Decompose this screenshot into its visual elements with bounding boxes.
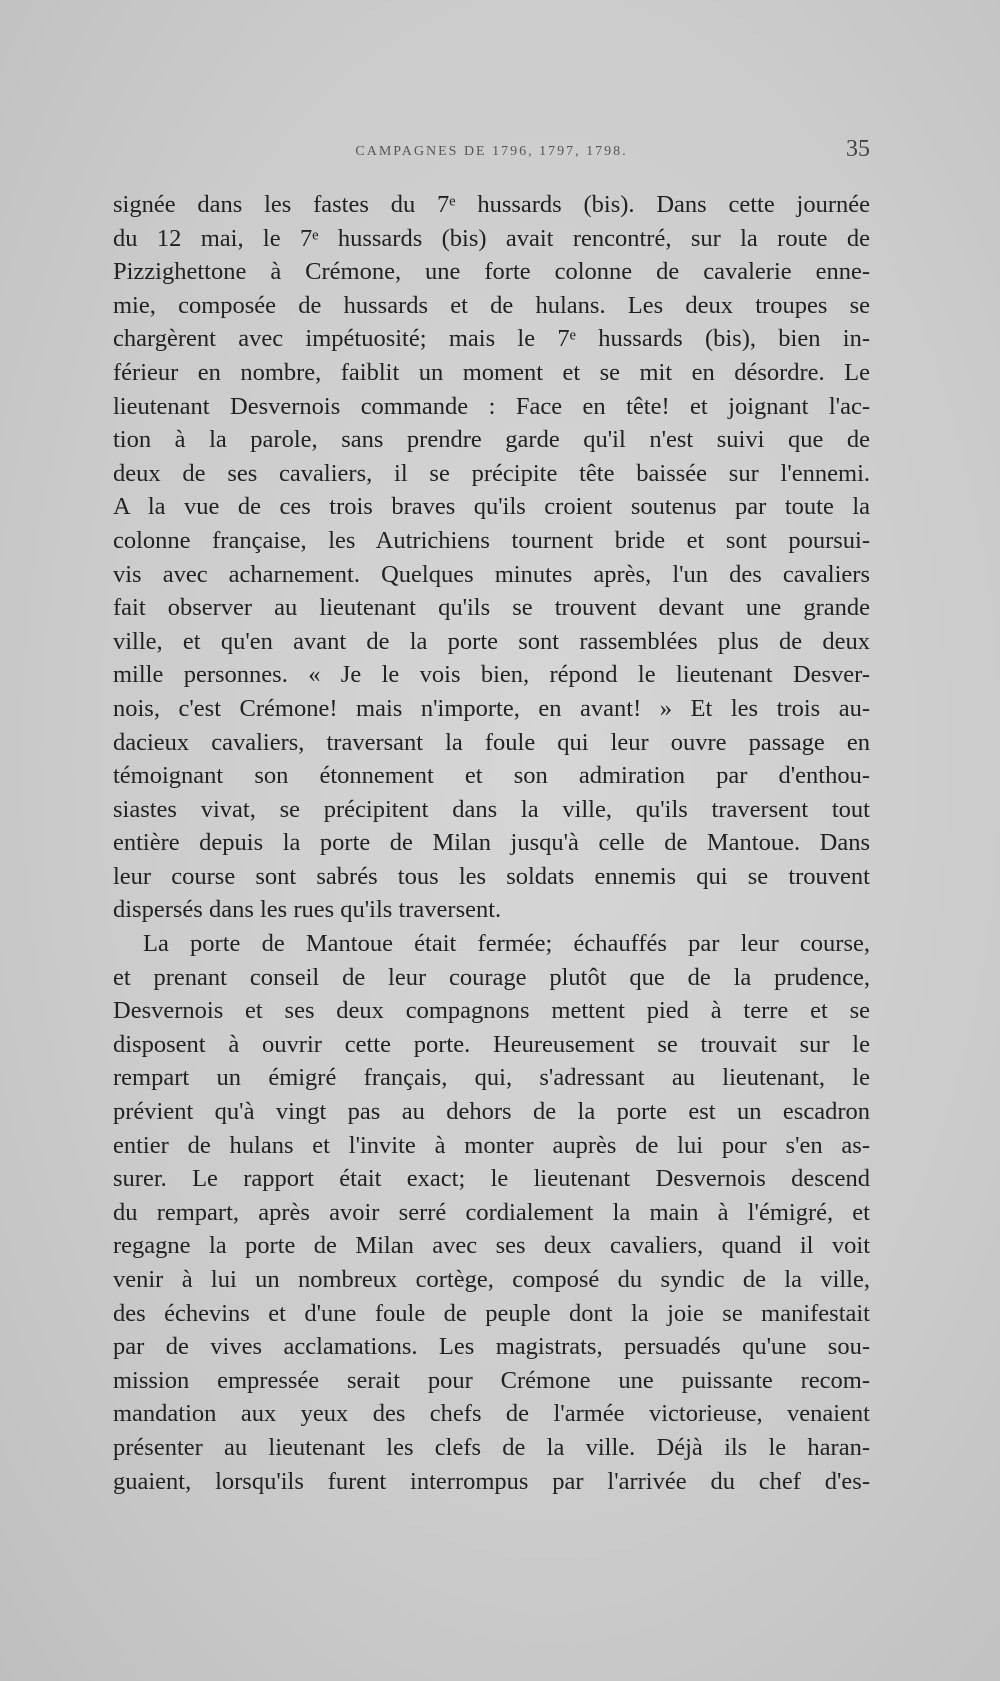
text-line: des échevins et d'une foule de peuple dont la joie se manifestait [113, 1299, 870, 1327]
text-line: dacieux cavaliers, traversant la foule qui leur ouvre passage en [113, 728, 870, 756]
text-line: entier de hulans et l'invite à monter auprès de lui pour s'en as- [113, 1131, 870, 1159]
text-line: présenter au lieutenant les clefs de la ville. Déjà ils le haran- [113, 1433, 870, 1461]
text-line: siastes vivat, se précipitent dans la ville, qu'ils traversent tout [113, 795, 870, 823]
text-line: férieur en nombre, faiblit un moment et se mit en désordre. Le [113, 358, 870, 386]
text-line: mandation aux yeux des chefs de l'armée victorieuse, venaient [113, 1400, 870, 1428]
text-line: mille personnes. « Je le vois bien, répond le lieutenant Desver- [113, 661, 870, 689]
text-line: par de vives acclamations. Les magistrats, persuadés qu'une sou- [113, 1333, 870, 1361]
text-line: fait observer au lieutenant qu'ils se trouvent devant une grande [113, 594, 870, 622]
text-line: du rempart, après avoir serré cordialement la main à l'émigré, et [113, 1198, 870, 1226]
text-line: leur course sont sabrés tous les soldats ennemis qui se trouvent [113, 862, 870, 890]
text-line: surer. Le rapport était exact; le lieutenant Desvernois descend [113, 1165, 870, 1193]
text-line: guaient, lorsqu'ils furent interrompus par l'arrivée du chef d'es- [113, 1467, 870, 1495]
text-line: du 12 mai, le 7ᵉ hussards (bis) avait rencontré, sur la route de [113, 224, 870, 252]
text-line: deux de ses cavaliers, il se précipite tête baissée sur l'ennemi. [113, 459, 870, 487]
text-line: mission empressée serait pour Crémone une puissante recom- [113, 1366, 870, 1394]
text-line: regagne la porte de Milan avec ses deux cavaliers, quand il voit [113, 1232, 870, 1260]
text-line: prévient qu'à vingt pas au dehors de la porte est un escadron [113, 1098, 870, 1126]
text-line: mie, composée de hussards et de hulans. Les deux troupes se [113, 291, 870, 319]
text-line: vis avec acharnement. Quelques minutes après, l'un des cavaliers [113, 560, 870, 588]
body-text [113, 188, 870, 1498]
text-line: signée dans les fastes du 7ᵉ hussards (bis). Dans cette journée [113, 191, 870, 218]
text-line: ville, et qu'en avant de la porte sont rassemblées plus de deux [113, 627, 870, 655]
text-line: témoignant son étonnement et son admiration par d'enthou- [113, 762, 870, 790]
text-line: colonne française, les Autrichiens tournent bride et sont poursui- [113, 526, 870, 554]
text-line: tion à la parole, sans prendre garde qu'il n'est suivi que de [113, 426, 870, 454]
text-line: A la vue de ces trois braves qu'ils croient soutenus par toute la [113, 493, 870, 521]
text-line: Pizzighettone à Crémone, une forte colonne de cavalerie enne- [113, 258, 870, 286]
text-line: dispersés dans les rues qu'ils traversent. [113, 896, 502, 924]
text-line: Desvernois et ses deux compagnons mettent pied à terre et se [113, 997, 870, 1025]
running-head: CAMPAGNES DE 1796, 1797, 1798. [355, 144, 628, 159]
page-header [113, 136, 870, 170]
page-number: 35 [846, 136, 870, 162]
text-line: chargèrent avec impétuosité; mais le 7ᵉ hussards (bis), bien in- [113, 325, 870, 353]
text-line: La porte de Mantoue était fermée; échauffés par leur course, [143, 930, 870, 958]
text-line: entière depuis la porte de Milan jusqu'à celle de Mantoue. Dans [113, 829, 870, 857]
text-line: lieutenant Desvernois commande : Face en tête! et joignant l'ac- [113, 392, 870, 420]
text-line: et prenant conseil de leur courage plutôt que de la prudence, [113, 963, 870, 991]
text-line: venir à lui un nombreux cortège, composé du syndic de la ville, [113, 1266, 870, 1293]
text-line: nois, c'est Crémone! mais n'importe, en avant! » Et les trois au- [113, 694, 870, 722]
text-line: rempart un émigré français, qui, s'adressant au lieutenant, le [113, 1064, 870, 1092]
text-line: disposent à ouvrir cette porte. Heureusement se trouvait sur le [113, 1030, 870, 1058]
